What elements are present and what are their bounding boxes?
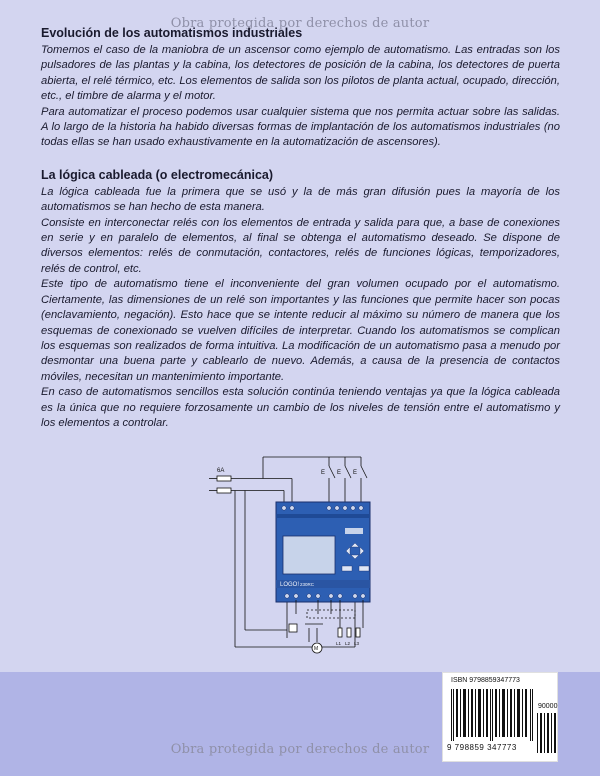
plc-brand: LOGO! <box>280 582 300 588</box>
section-logica-cableada <box>41 168 560 432</box>
isbn-label: ISBN 9798859347773 <box>451 677 520 684</box>
fuses <box>217 476 231 493</box>
paragraph: Tomemos el caso de la maniobra de un ascensor como ejemplo de automatismo. Las entradas son los pulsadores de las plantas y la cabina, los detectores de posición de la cabina, los detectores de puerta abierta, el relé térmico, etc. Los elementos de salida son los pilotos de planta actual, ocupado, dirección, etc., el timbre de alarma y el motor. <box>41 44 560 103</box>
plc-wiring-diagram <box>205 452 380 667</box>
paragraph: Para automatizar el proceso podemos usar cualquier sistema que nos permita actuar sobre las salidas. A lo largo de la historia ha habido diversas formas de implantación de los automatismos industriales (no todas ellas se han usado exhaustivamente en la automatización de ascensores). <box>41 105 560 149</box>
watermark-top: Obra protegida por derechos de autor <box>170 16 430 31</box>
motor-label: M <box>314 646 319 652</box>
paragraph: En caso de automatismos sencillos esta solución continúa teniendo ventajas ya que la lógica cableada es la única que no requiere forzosamente un cambio de los niveles de tensión entre el automatismo y los elementos a controlar. <box>41 386 560 429</box>
fuse-label: 6A <box>217 468 225 474</box>
isbn-barcode <box>451 689 535 741</box>
output-circuit <box>289 600 363 653</box>
input-label: E <box>337 470 342 476</box>
output-label: L2 <box>345 641 351 646</box>
input-label: E <box>353 470 358 476</box>
section-evolucion <box>41 26 560 151</box>
output-label: L1 <box>336 641 342 646</box>
paragraph: La lógica cableada fue la primera que se usó y la de más gran difusión pues la mayoría de los automatismos se han hecho de esta manera. <box>41 185 560 214</box>
input-label: E <box>321 470 326 476</box>
watermark-bottom: Obra protegida por derechos de autor <box>170 742 430 757</box>
price-code: 90000 <box>538 703 558 710</box>
section-title: Evolución de los automatismos industriales <box>41 26 303 40</box>
section-title: La lógica cableada (o electromecánica) <box>41 167 274 182</box>
plc-model: 230RC <box>300 582 315 587</box>
paragraph: Este tipo de automatismo tiene el inconveniente del gran volumen ocupado por el automatismo. Ciertamente, las dimensiones de un relé son importantes y las funciones que permite hacer son pocas (enclavamiento, negación). Esto hace que se intente reducir al máximo su número de manera que los esquemas de conexionado se vuelven difíciles de interpretar. Cuando los automatismos se complican los esquemas son realizados de forma intuitiva. La modificación de un automatismo pasa a menudo por desmontar una buena parte y cablearlo de nuevo. Además, a causa de la presencia de contactos móviles, necesitan un mantenimiento importante. <box>41 278 560 383</box>
plc-module <box>276 502 370 602</box>
isbn-digits: 9 798859 347773 <box>447 743 517 752</box>
input-switches <box>329 466 367 478</box>
output-label: L3 <box>354 641 360 646</box>
page-content <box>41 26 560 431</box>
paragraph: Consiste en interconectar relés con los elementos de entrada y salida para que, a base de conexiones en serie y en paralelo de elementos, al final se obtenga el automatismo deseado. Se dispone de diversos elementos: relés de conmutación, contactores, relés de funciones lógicas, temporizadores, relés de control, etc. <box>41 216 560 275</box>
